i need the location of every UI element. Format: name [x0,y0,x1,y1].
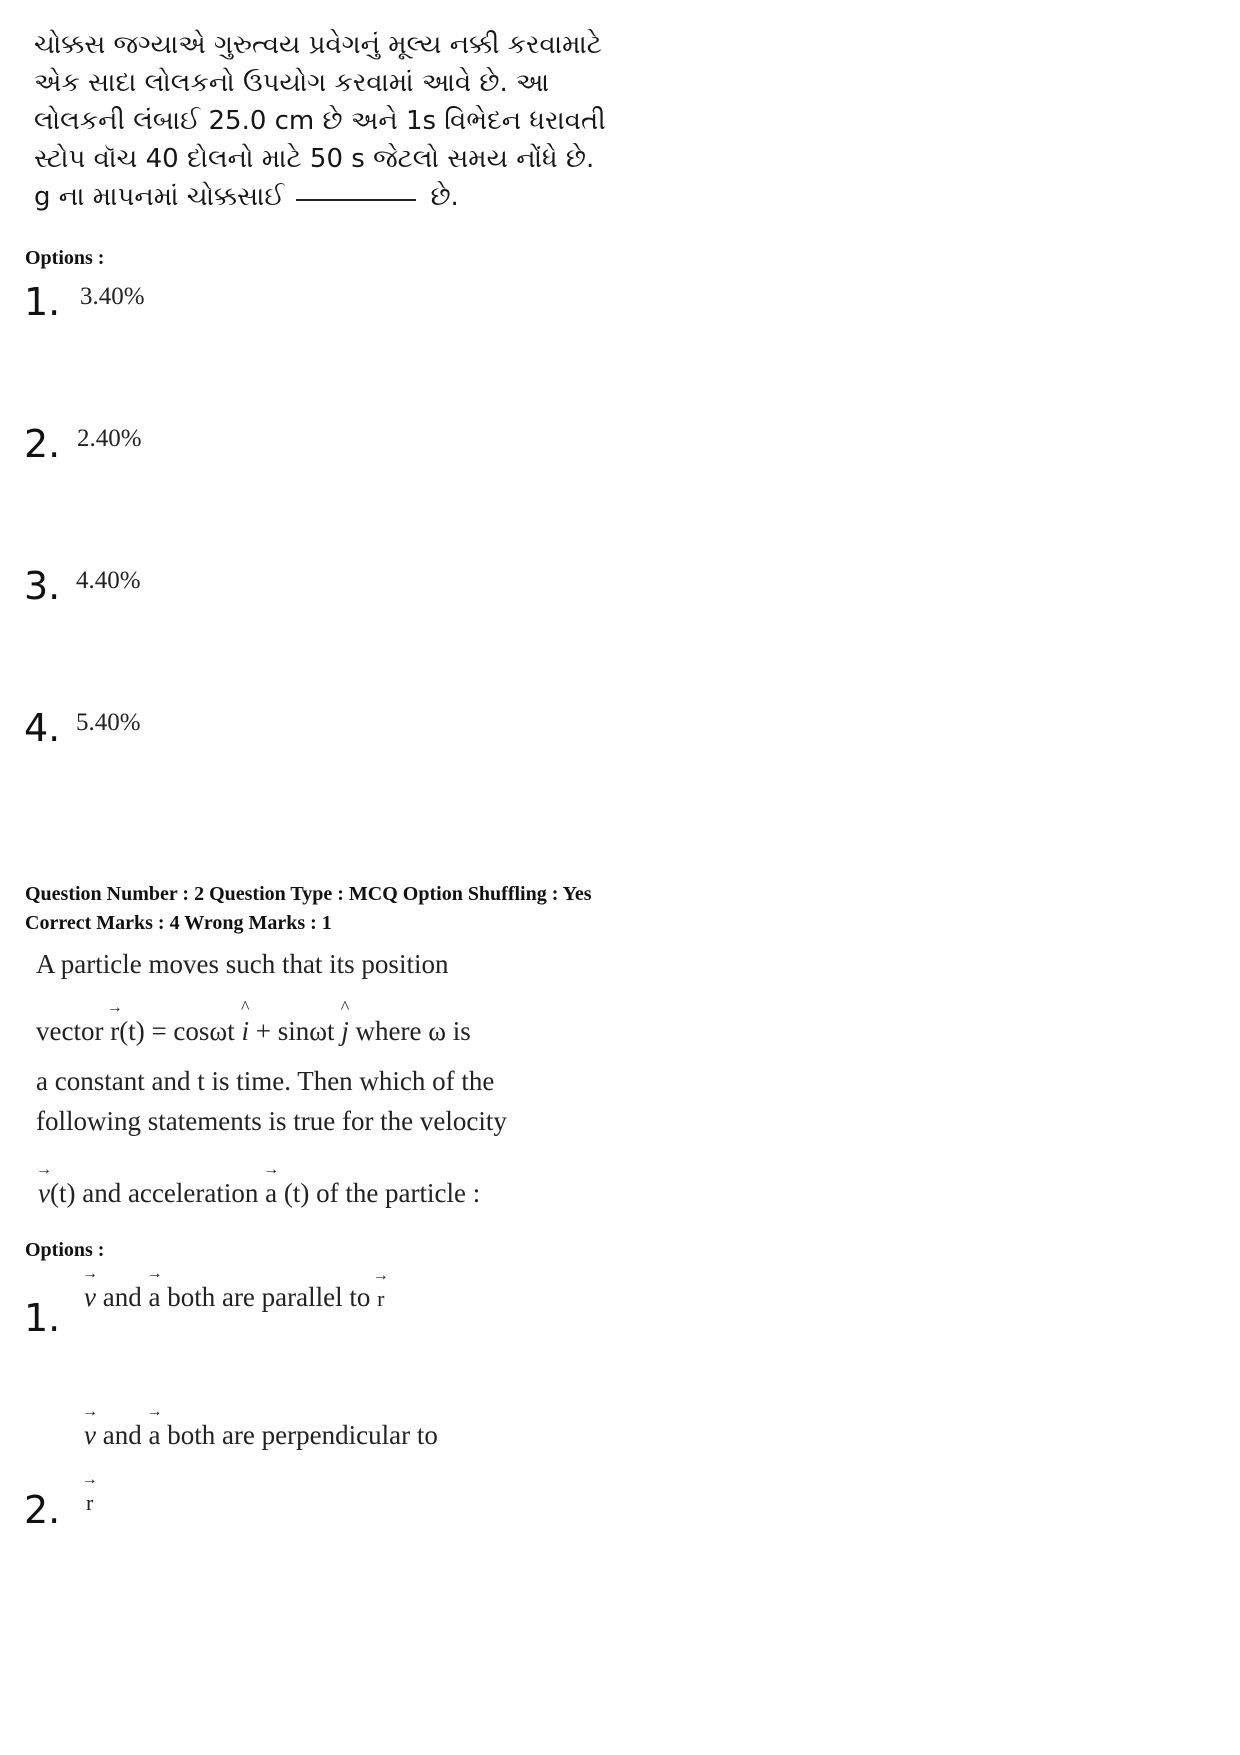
answer-blank [296,199,416,201]
question-2-line-5 [35,1161,481,1210]
question-1-line-2: એક સાદા લોલકનો ઉપયોગ કરવામાં આવે છે. આ [34,68,550,98]
vector-arrow-icon: → [372,1267,389,1284]
vector-r: → r [106,999,123,1046]
option-value: 4.40% [76,567,141,594]
vector-a: → a [263,1161,280,1208]
question-2-line-1: A particle moves such that its position [36,949,449,979]
question-2-option-2-text [81,1403,438,1452]
question-2-line-5-b: (t) of the particle : [283,1178,481,1208]
question-2-meta-line-2: Correct Marks : 4 Wrong Marks : 1 [25,912,332,934]
question-2-line-5-a: (t) and acceleration [49,1178,259,1208]
vector-a: → a [146,1265,163,1312]
option-number: 1. [24,1296,61,1340]
question-1-option-4[interactable] [24,708,60,748]
question-2-option-1[interactable] [24,1298,60,1338]
question-2-line-4: following statements is true for the velocity [36,1106,507,1136]
vector-v: → v [35,1161,52,1208]
option-number: 4. [24,706,61,750]
question-1-option-1[interactable] [24,282,60,322]
question-2-line-2-c: + sinωt [255,1016,335,1046]
vector-r: → r [81,1471,98,1515]
question-2-line-3: a constant and t is time. Then which of the [36,1066,495,1096]
vector-arrow-icon: → [263,1161,280,1178]
hat-icon: ^ [240,997,250,1017]
unit-vector-i: ^ i [240,997,250,1046]
question-1-line-1: ચોક્કસ જગ્યાએ ગુરુત્વય પ્રવેગનું મૂલ્ય નક્કી કરવામાટે [34,30,602,60]
question-1-options-label: Options : [25,247,105,269]
option-number: 3. [24,564,61,608]
question-1-line-4: સ્ટોપ વૉચ 40 દોલનો માટે 50 s જેટલો સમય નોંધે છે. [34,144,595,174]
vector-r: → r [372,1267,389,1311]
question-1-line-5-start: g ના માપનમાં ચોક્કસાઈ [34,182,285,212]
question-1-line-5 [34,178,554,216]
hat-icon: ^ [340,997,350,1017]
question-2-line-2 [36,997,471,1048]
option-number: 2. [24,422,61,466]
option-number: 2. [24,1488,61,1532]
vector-arrow-icon: → [146,1403,163,1420]
option-value: 5.40% [76,709,141,736]
option-rest: both are parallel to [167,1282,371,1312]
vector-v: → v [81,1403,98,1450]
vector-arrow-icon: → [106,999,123,1016]
question-2-line-2-d: where ω is [355,1016,471,1046]
vector-arrow-icon: → [81,1403,98,1420]
question-2-option-1-text [81,1265,389,1316]
option-and: and [102,1282,142,1312]
question-2-options-label: Options : [25,1239,105,1261]
unit-vector-j: ^ j [340,997,350,1046]
option-rest: both are perpendicular to [167,1420,438,1450]
question-1-option-3[interactable] [24,566,60,606]
vector-a: → a [146,1403,163,1450]
question-2-meta-line-1: Question Number : 2 Question Type : MCQ Option Shuffling : Yes [25,883,592,905]
question-1-line-5-end: છે. [430,182,459,212]
question-1-text [34,26,606,216]
option-number: 1. [24,280,61,324]
option-value: 3.40% [80,283,145,310]
question-1-option-2[interactable] [24,424,60,464]
question-2-line-2-a: vector [36,1016,104,1046]
vector-arrow-icon: → [35,1161,52,1178]
vector-arrow-icon: → [81,1471,98,1488]
option-value: 2.40% [77,425,142,452]
vector-arrow-icon: → [81,1265,98,1282]
vector-arrow-icon: → [146,1265,163,1282]
question-1-line-3: લોલકની લંબાઈ 25.0 cm છે અને 1s વિભેદન ધરાવતી [34,106,606,136]
vector-v: → v [81,1265,98,1312]
question-2-option-2-vector [81,1471,98,1520]
option-and: and [102,1420,142,1450]
question-2-option-2[interactable] [24,1490,60,1530]
question-2-line-2-b: (t) = cosωt [119,1016,235,1046]
